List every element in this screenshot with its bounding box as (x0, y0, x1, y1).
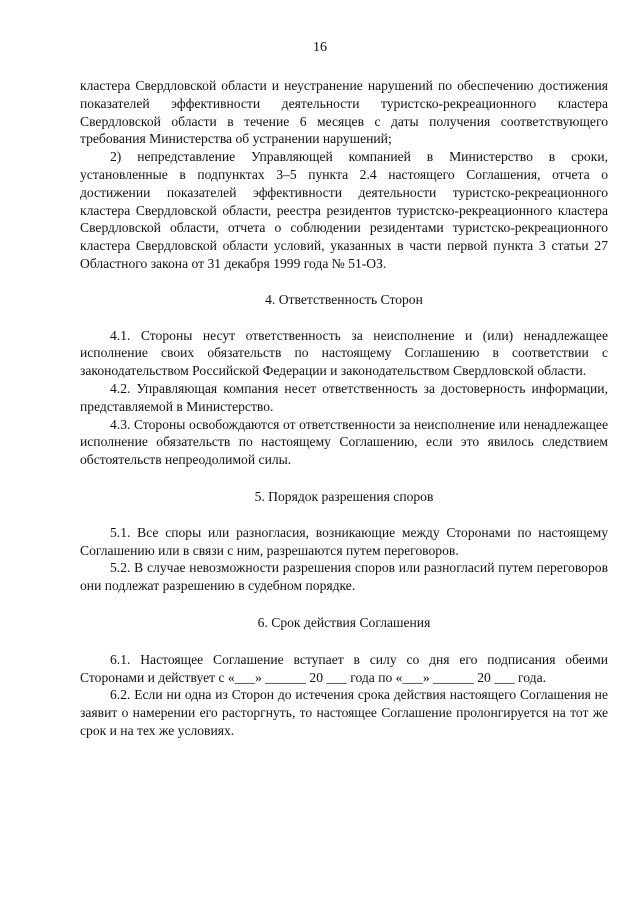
section-5-heading: 5. Порядок разрешения споров (254, 488, 434, 504)
page-number: 16 (313, 40, 327, 55)
clause-5-1: 5.1. Все споры или разногласия, возникающие между Сторонами по настоящему Соглашению или в связи с ним, разрешаются путем переговоров. (80, 524, 608, 558)
clause-6-2: 6.2. Если ни одна из Сторон до истечения срока действия настоящего Соглашения не заявит о намерении его расторгнуть, то настоящее Соглашение пролонгируется на тот же срок и на тех же условиях. (80, 687, 608, 738)
section-6-heading: 6. Срок действия Соглашения (257, 614, 431, 630)
clause-5-2: 5.2. В случае невозможности разрешения споров или разногласий путем переговоров они подлежат разрешению в судебном порядке. (80, 560, 608, 594)
clause-6-1: 6.1. Настоящее Соглашение вступает в силу со дня его подписания обеими Сторонами и действует с «___» ______ 20 ___ года по «___» ______ 20 ___ года. (80, 651, 608, 685)
continuation-paragraph: кластера Свердловской области и неустранение нарушений по обеспечению достижения показателей эффективности деятельности туристско-рекреационного кластера Свердловской области в течение 6 месяцев с даты получения соответствующего требования Министерства об устранении нарушений; (80, 78, 608, 147)
item-2-paragraph: 2) непредставление Управляющей компанией в Министерство в сроки, установленные в подпунктах 3–5 пункта 2.4 настоящего Соглашения, отчета о достижении показателей эффективности деятельности туристско-рекреационного кластера Свердловской области, реестра резидентов туристско-рекреационного кластера Свердловской области, отчета о соблюдении резидентами туристско-рекреационного кластера Свердловской области условий, указанных в части первой пункта 3 статьи 27 Областного закона от 31 декабря 1999 года № 51-ОЗ. (80, 149, 608, 271)
clause-4-1: 4.1. Стороны несут ответственность за неисполнение и (или) ненадлежащее исполнение своих обязательств по настоящему Соглашению в соответствии с законодательством Российской Федерации и законодательством Свердловской области. (80, 327, 608, 379)
document-body (80, 77, 608, 740)
clause-4-2: 4.2. Управляющая компания несет ответственность за достоверность информации, представляемой в Министерство. (80, 380, 608, 414)
section-4-heading: 4. Ответственность Сторон (265, 291, 423, 307)
clause-4-3: 4.3. Стороны освобождаются от ответственности за неисполнение или ненадлежащее исполнение обязательств по настоящему Соглашению, если это явилось следствием обстоятельств непреодолимой силы. (80, 416, 608, 468)
